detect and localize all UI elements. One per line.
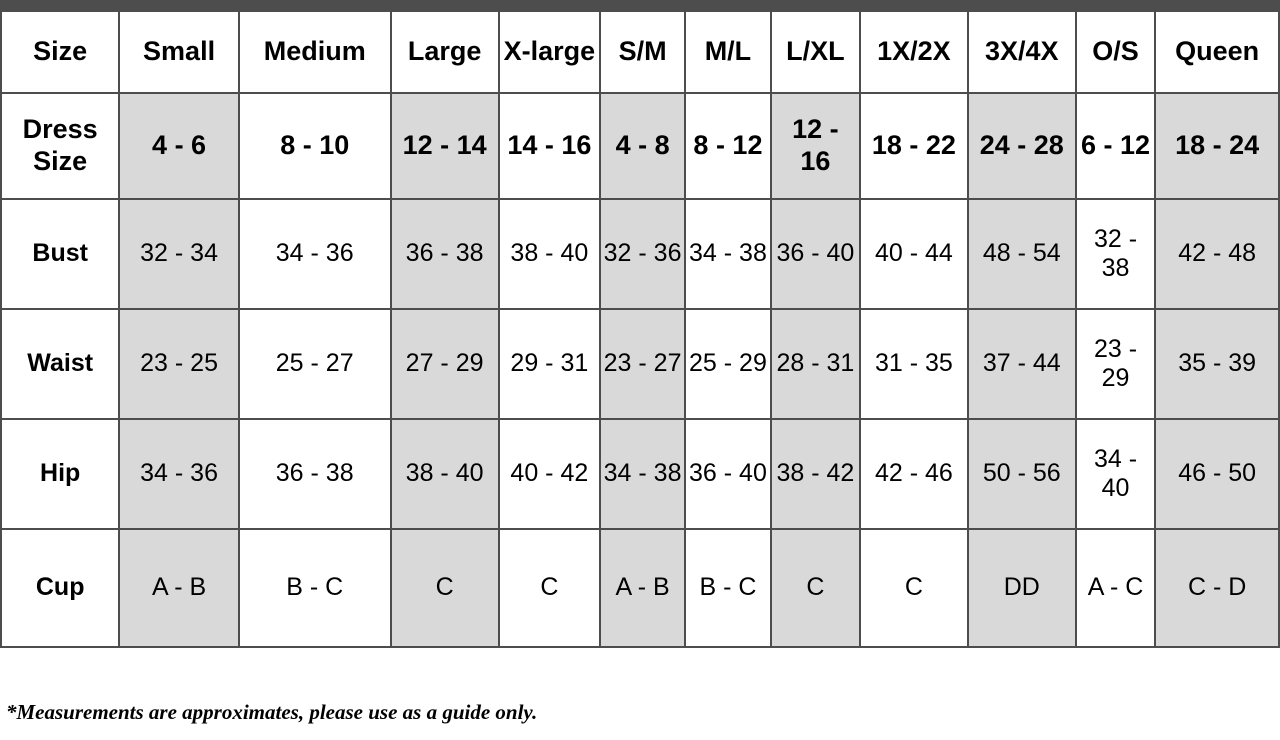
- cell-waist-lxl: 28 - 31: [771, 309, 860, 419]
- column-header-1x2x: 1X/2X: [860, 11, 968, 93]
- cell-bust-xlarge: 38 - 40: [499, 199, 601, 309]
- cell-cup-xlarge: C: [499, 529, 601, 647]
- cell-dress-os: 6 - 12: [1076, 93, 1156, 199]
- top-divider-bar: [0, 0, 1280, 10]
- cell-bust-small: 32 - 34: [119, 199, 238, 309]
- cell-hip-ml: 36 - 40: [685, 419, 771, 529]
- cell-dress-lxl: 12 - 16: [771, 93, 860, 199]
- cell-bust-large: 36 - 38: [391, 199, 499, 309]
- cell-waist-3x4x: 37 - 44: [968, 309, 1076, 419]
- cell-waist-1x2x: 31 - 35: [860, 309, 968, 419]
- cell-dress-medium: 8 - 10: [239, 93, 391, 199]
- cell-cup-medium: B - C: [239, 529, 391, 647]
- column-header-queen: Queen: [1155, 11, 1279, 93]
- column-header-small: Small: [119, 11, 238, 93]
- size-chart-table-wrapper: [0, 10, 1280, 648]
- cell-hip-xlarge: 40 - 42: [499, 419, 601, 529]
- row-label-bust: Bust: [1, 199, 119, 309]
- cell-dress-3x4x: 24 - 28: [968, 93, 1076, 199]
- cell-cup-os: A - C: [1076, 529, 1156, 647]
- cell-hip-3x4x: 50 - 56: [968, 419, 1076, 529]
- cell-waist-small: 23 - 25: [119, 309, 238, 419]
- cell-bust-os: 32 - 38: [1076, 199, 1156, 309]
- size-chart-table: [0, 10, 1280, 648]
- row-label-hip: Hip: [1, 419, 119, 529]
- cell-waist-sm: 23 - 27: [600, 309, 685, 419]
- row-label-cup: Cup: [1, 529, 119, 647]
- cell-waist-os: 23 - 29: [1076, 309, 1156, 419]
- cell-dress-1x2x: 18 - 22: [860, 93, 968, 199]
- cell-bust-queen: 42 - 48: [1155, 199, 1279, 309]
- cell-dress-ml: 8 - 12: [685, 93, 771, 199]
- cell-cup-queen: C - D: [1155, 529, 1279, 647]
- column-header-xlarge: X-large: [499, 11, 601, 93]
- table-row: [1, 199, 1279, 309]
- cell-waist-ml: 25 - 29: [685, 309, 771, 419]
- cell-hip-queen: 46 - 50: [1155, 419, 1279, 529]
- table-row: [1, 93, 1279, 199]
- column-header-os: O/S: [1076, 11, 1156, 93]
- cell-cup-small: A - B: [119, 529, 238, 647]
- cell-cup-sm: A - B: [600, 529, 685, 647]
- cell-waist-large: 27 - 29: [391, 309, 499, 419]
- cell-hip-sm: 34 - 38: [600, 419, 685, 529]
- cell-waist-xlarge: 29 - 31: [499, 309, 601, 419]
- column-header-size: Size: [1, 11, 119, 93]
- measurements-footnote: *Measurements are approximates, please use as a guide only.: [6, 700, 538, 724]
- cell-dress-xlarge: 14 - 16: [499, 93, 601, 199]
- cell-dress-small: 4 - 6: [119, 93, 238, 199]
- cell-dress-queen: 18 - 24: [1155, 93, 1279, 199]
- table-row: [1, 529, 1279, 647]
- cell-hip-1x2x: 42 - 46: [860, 419, 968, 529]
- cell-hip-large: 38 - 40: [391, 419, 499, 529]
- column-header-3x4x: 3X/4X: [968, 11, 1076, 93]
- column-header-large: Large: [391, 11, 499, 93]
- cell-hip-small: 34 - 36: [119, 419, 238, 529]
- cell-dress-large: 12 - 14: [391, 93, 499, 199]
- column-header-medium: Medium: [239, 11, 391, 93]
- cell-bust-3x4x: 48 - 54: [968, 199, 1076, 309]
- table-row: [1, 419, 1279, 529]
- cell-bust-sm: 32 - 36: [600, 199, 685, 309]
- cell-cup-lxl: C: [771, 529, 860, 647]
- cell-cup-3x4x: DD: [968, 529, 1076, 647]
- cell-bust-lxl: 36 - 40: [771, 199, 860, 309]
- cell-hip-medium: 36 - 38: [239, 419, 391, 529]
- column-header-lxl: L/XL: [771, 11, 860, 93]
- column-header-ml: M/L: [685, 11, 771, 93]
- cell-waist-medium: 25 - 27: [239, 309, 391, 419]
- column-header-sm: S/M: [600, 11, 685, 93]
- cell-dress-sm: 4 - 8: [600, 93, 685, 199]
- cell-bust-ml: 34 - 38: [685, 199, 771, 309]
- cell-cup-large: C: [391, 529, 499, 647]
- table-row: [1, 309, 1279, 419]
- cell-bust-1x2x: 40 - 44: [860, 199, 968, 309]
- cell-waist-queen: 35 - 39: [1155, 309, 1279, 419]
- cell-hip-lxl: 38 - 42: [771, 419, 860, 529]
- cell-hip-os: 34 - 40: [1076, 419, 1156, 529]
- table-header-row: [1, 11, 1279, 93]
- row-label-waist: Waist: [1, 309, 119, 419]
- cell-bust-medium: 34 - 36: [239, 199, 391, 309]
- cell-cup-ml: B - C: [685, 529, 771, 647]
- cell-cup-1x2x: C: [860, 529, 968, 647]
- row-label-dress-size: Dress Size: [1, 93, 119, 199]
